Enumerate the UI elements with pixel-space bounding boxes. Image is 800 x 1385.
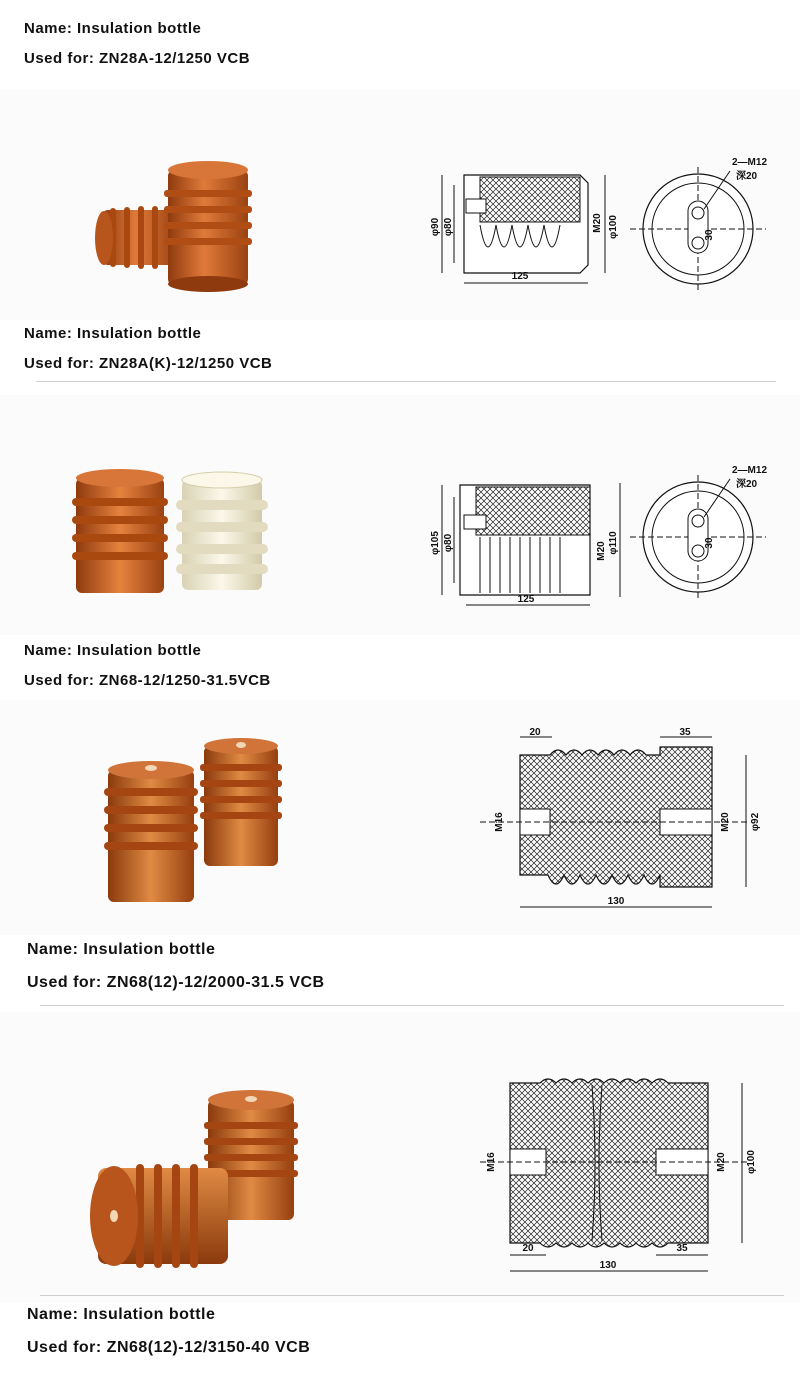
side-view [430, 483, 620, 605]
dim-m-right: M20 [720, 812, 731, 832]
product-4-drawing [480, 1075, 770, 1275]
bottle-ivory [176, 472, 268, 590]
bottle-brown [72, 469, 168, 593]
product-2-photo [70, 470, 280, 600]
dim-outer: φ105 [430, 531, 441, 555]
dim-inner: φ80 [443, 217, 454, 237]
dim-m-left: M16 [486, 1152, 497, 1172]
dim-depth: 深20 [736, 171, 758, 182]
bottle-short [200, 738, 282, 866]
dim-outer: φ90 [430, 217, 441, 237]
product-2-name: Name: Insulation bottle [24, 642, 202, 659]
bottle-horizontal [90, 1164, 228, 1268]
dim-thread: M20 [596, 541, 607, 561]
product-4-used-for: Used for: ZN68(12)-12/3150-40 VCB [27, 1339, 311, 1356]
separator-1 [36, 381, 776, 382]
product-1-drawing [430, 157, 770, 305]
product-4-name: Name: Insulation bottle [27, 1306, 216, 1323]
dim-length: 130 [599, 1260, 617, 1271]
header-name: Name: Insulation bottle [24, 20, 202, 37]
dim-diameter: φ92 [750, 812, 761, 832]
dim-m-right: M20 [716, 1152, 727, 1172]
bottle-tall [104, 761, 198, 902]
product-1-used-for: Used for: ZN28A(K)-12/1250 VCB [24, 355, 273, 372]
dim-flange: φ100 [608, 215, 619, 239]
dim-length: 125 [517, 594, 535, 605]
product-2-used-for: Used for: ZN68-12/1250-31.5VCB [24, 672, 271, 689]
dim-length: 125 [511, 271, 529, 282]
dim-right: 35 [676, 1243, 688, 1254]
dim-hole: 2—M12 [732, 157, 768, 168]
product-1-name: Name: Insulation bottle [24, 325, 202, 342]
product-3-photo [100, 740, 290, 910]
dim-thread: M20 [592, 213, 603, 233]
product-2-drawing [430, 465, 770, 615]
product-3-used-for: Used for: ZN68(12)-12/2000-31.5 VCB [27, 974, 325, 991]
dim-depth: 深20 [736, 479, 758, 490]
header-used-for: Used for: ZN28A-12/1250 VCB [24, 50, 251, 67]
side-view [430, 175, 619, 283]
separator-2 [40, 1005, 784, 1006]
dim-spacing: 30 [704, 229, 715, 241]
bottle-small-horizontal [95, 206, 177, 269]
end-view [630, 465, 767, 599]
end-view [630, 157, 767, 291]
bottle-large-vertical [164, 161, 252, 292]
product-3-name: Name: Insulation bottle [27, 941, 216, 958]
product-4-photo [88, 1088, 308, 1278]
dim-hole: 2—M12 [732, 465, 768, 476]
dim-right: 35 [679, 727, 691, 738]
dim-diameter: φ100 [746, 1150, 757, 1174]
dim-flange: φ110 [608, 531, 619, 555]
separator-3 [40, 1295, 784, 1296]
dim-m-left: M16 [494, 812, 505, 832]
dim-inner: φ80 [443, 533, 454, 553]
product-1-photo [92, 150, 272, 300]
dim-left: 20 [529, 727, 541, 738]
dim-length: 130 [607, 896, 625, 907]
product-3-drawing [480, 725, 770, 915]
dim-left: 20 [522, 1243, 534, 1254]
dim-spacing: 30 [704, 537, 715, 549]
